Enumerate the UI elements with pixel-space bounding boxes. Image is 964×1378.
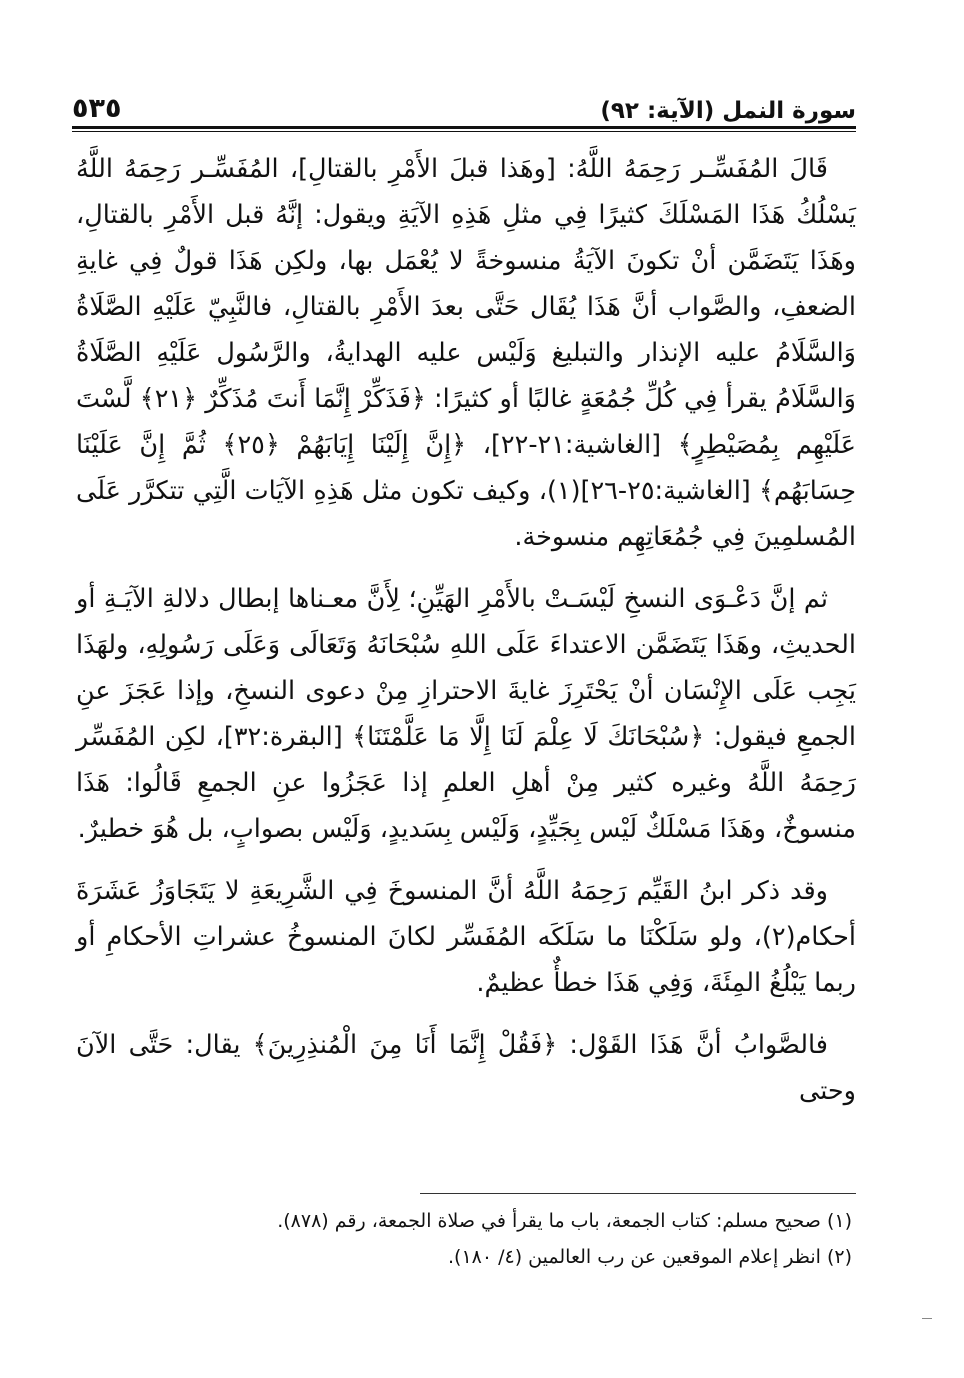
header-rule-thin: [72, 131, 856, 132]
footnote: (١) صحيح مسلم: كتاب الجمعة، باب ما يقرأ في صلاة الجمعة، رقم (٨٧٨).: [277, 1210, 852, 1232]
page-number: ٥٣٥: [72, 93, 122, 124]
footnote-separator: [420, 1193, 856, 1194]
main-text: [76, 146, 856, 1186]
paragraph: فالصَّوابُ أنَّ هَذَا القَوْل: ﴿فَقُلْ إِنَّمَا أَنَا مِنَ الْمُنذِرِينَ﴾ يقال: حَتَّى الآنَ وحتى: [76, 1030, 856, 1106]
margin-mark: [922, 1318, 932, 1319]
paragraph: قَالَ المُفَسِّـر رَحِمَهُ اللَّهُ: [وهَذا قبلَ الأَمْرِ بالقتالِ]، المُفَسِّـر رَحِمَهُ اللَّهُ يَسْلُكُ هَذَا المَسْلَكَ كثيرًا فِي مثلِ هَذِهِ الآيَةِ ويقول: إنَّهُ قبل الأَمْرِ بالقتالِ، وهَذَا يَتَضَمَّن أنْ تكونَ الآيَةُ منسوخةً لا يُعْمَل بها، ولكِن هَذَا قولٌ فِي غايةِ الضعفِ، والصَّواب أنَّ هَذَا يُقَال حَتَّى بعدَ الأَمْرِ بالقتالِ، فالنَّبِيّ عَلَيْهِ الصَّلَاةُ وَالسَّلَامُ عليه الإنذار والتبليغ وَلَيْس عليه الهدايةُ، والرَّسُول عَلَيْهِ الصَّلَاةُ وَالسَّلَامُ يقرأ فِي كُلِّ جُمُعَةٍ غالبًا أو كثيرًا: ﴿فَذَكِّرْ إِنَّمَا أَنتَ مُذَكِّرٌ ﴿٢١﴾ لَّسْتَ عَلَيْهِم بِمُصَيْطِرٍ﴾ [الغاشية:٢١-٢٢]، ﴿إِنَّ إِلَيْنَا إِيَابَهُمْ ﴿٢٥﴾ ثُمَّ إِنَّ عَلَيْنَا حِسَابَهُم﴾ [الغاشية:٢٥-٢٦](١)، وكيف تكون مثل هَذِهِ الآيَات الَّتِي تتكرَّر عَلَى المُسلمِينَ فِي جُمُعَاتِهِم منسوخة.: [76, 154, 856, 552]
header-rule: [72, 126, 856, 129]
paragraph: ثم إنَّ دَعْـوَى النسخِ لَيْسَـتْ بالأَمْرِ الهَيِّنِ؛ لِأَنَّ معـناها إبطال دلالةِ الآيَـةِ أو الحديثِ، وهَذَا يَتَضَمَّن الاعتداءَ عَلَى اللهِ سُبْحَانَهُ وَتَعَالَى وَعَلَى رَسُولِهِ، ولهَذَا يَجِب عَلَى الإِنْسَان أنْ يَحْتَرِزَ غايةَ الاحترازِ مِنْ دعوى النسخِ، وإذا عَجَزَ عنِ الجمعِ فيقول: ﴿سُبْحَانَكَ لَا عِلْمَ لَنَا إِلَّا مَا عَلَّمْتَنَا﴾ [البقرة:٣٢]، لكِن المُفَسِّر رَحِمَهُ اللَّهُ وغيره كثير مِنْ أهلِ العلمِ إذا عَجَزُوا عنِ الجمعِ قَالُوا: هَذَا منسوخٌ، وهَذَا مَسْلَكٌ لَيْس بِجَيِّدٍ، وَلَيْس بِسَديدٍ، وَلَيْس بصوابٍ، بل هُوَ خطيرٌ.: [76, 584, 857, 844]
footnotes: [76, 1203, 852, 1275]
paragraph: وقد ذكر ابنُ القَيِّم رَحِمَهُ اللَّهُ أنَّ المنسوخَ فِي الشَّرِيعَةِ لا يَتَجَاوَزُ عَشَرَةَ أحكام(٢)، ولو سَلَكْنَا ما سَلَكَه المُفَسِّر لكانَ المنسوخُ عشراتِ الأحكامِ أو ربما يَبْلُغُ المِئَةَ، وَفِي هَذَا خطأٌ عظيمٌ.: [76, 876, 856, 998]
running-head: سورة النمل (الآية: ٩٢): [600, 98, 856, 124]
page-header: [72, 84, 856, 124]
footnote: (٢) انظر إعلام الموقعين عن رب العالمين (٤/ ١٨٠).: [447, 1246, 852, 1268]
